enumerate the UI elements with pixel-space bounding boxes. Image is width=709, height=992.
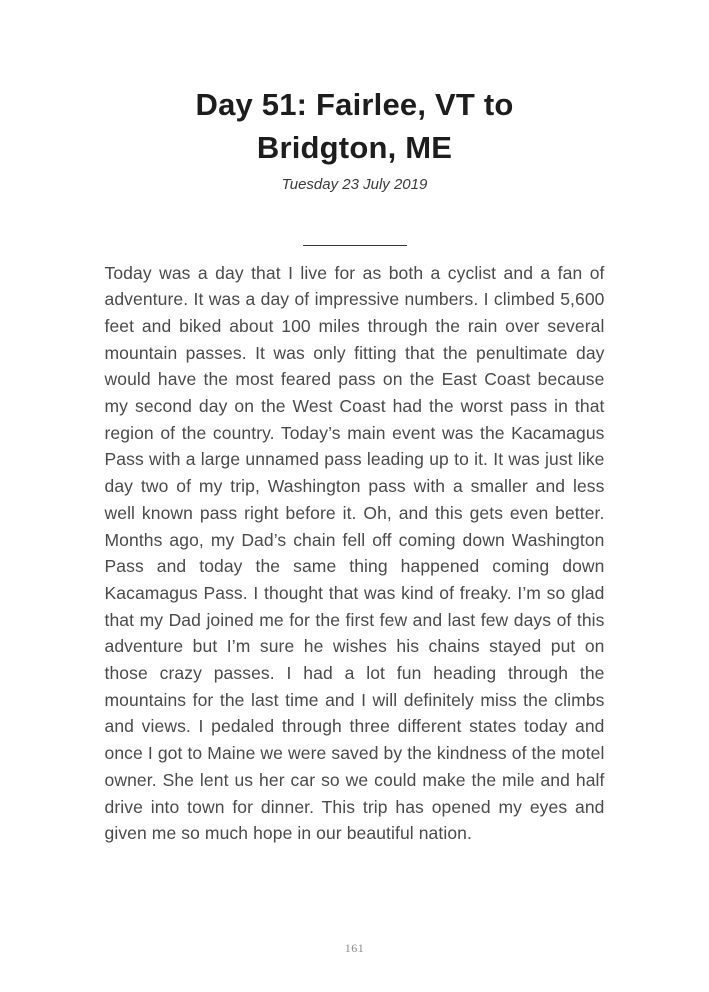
page-content — [105, 0, 605, 847]
page-title-line1: Day 51: Fairlee, VT to — [195, 87, 514, 122]
page-number: 161 — [344, 941, 365, 955]
page-title-line2: Bridgton, ME — [256, 129, 453, 165]
section-divider — [303, 245, 407, 246]
page-title — [105, 84, 605, 170]
body-paragraph: Today was a day that I live for as both a cyclist and a fan of adventure. It was a day of impressive numbers. I climbed 5,600 feet and biked about 100 miles through the rain over several mountain passes. It was only fitting that the penultimate day would have the most feared pass on the East Coast because my second day on the West Coast had the worst pass in that region of the country. Today’s main event was the Kacamagus Pass with a large unnamed pass leading up to it. It was just like day two of my trip, Washington pass with a smaller and less well known pass right before it. Oh, and this gets even better. Months ago, my Dad’s chain fell off coming down Washington Pass and today the same thing happened coming down Kacamagus Pass. I thought that was kind of freaky. I’m so glad that my Dad joined me for the first few and last few days of this adventure but I’m sure he wishes his chains stayed put on those crazy passes. I had a lot fun heading through the mountains for the last time and I will definitely miss the climbs and views. I pedaled through three different states today and once I got to Maine we were saved by the kindness of the motel owner. She lent us her car so we could make the mile and half drive into town for dinner. This trip has opened my eyes and given me so much hope in our beautiful nation. — [104, 262, 605, 844]
date-line: Tuesday 23 July 2019 — [281, 175, 428, 193]
